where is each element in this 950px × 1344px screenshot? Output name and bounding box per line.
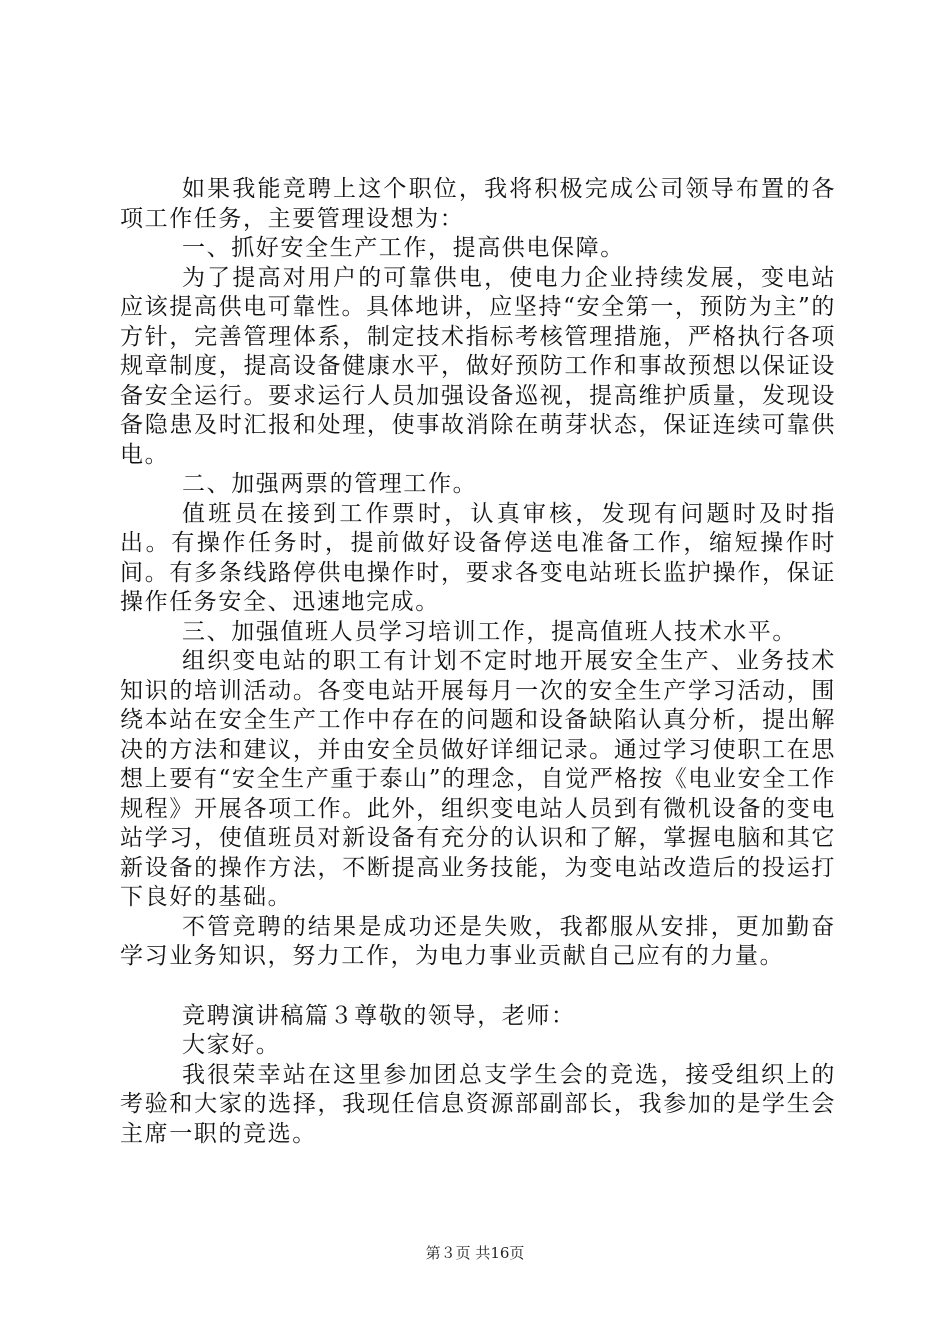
section-heading-3: 三、加强值班人员学习培训工作，提高值班人技术水平。: [182, 618, 797, 645]
paragraph-section-1: 为了提高对用户的可靠供电，使电力企业持续发展，变电站应该提高供电可靠性。具体地讲，应坚持“安全第一，预防为主”的方针，完善管理体系，制定技术指标考核管理措施，严格执行各项规章制度，提高设备健康水平，做好预防工作和事故预想以保证设备安全运行。要求运行人员加强设备巡视，提高维护质量，发现设备隐患及时汇报和处理，使事故消除在萌芽状态，保证连续可靠供电。: [120, 264, 836, 468]
paragraph-section-2: 值班员在接到工作票时，认真审核，发现有问题时及时指出。有操作任务时，提前做好设备停送电准备工作，缩短操作时间。有多条线路停供电操作时，要求各变电站班长监护操作，保证操作任务安全、迅速地完成。: [120, 500, 836, 615]
page-number-footer: 第３页 共16页: [425, 1244, 525, 1262]
paragraph-closing: 不管竞聘的结果是成功还是失败，我都服从安排，更加勤奋学习业务知识，努力工作，为电力事业贡献自己应有的力量。: [120, 913, 836, 969]
section-heading-1: 一、抓好安全生产工作，提高供电保障。: [182, 235, 625, 261]
speech-3-greeting: 大家好。: [182, 1032, 281, 1058]
speech-3-paragraph: 我很荣幸站在这里参加团总支学生会的竞选，接受组织上的考验和大家的选择，我现任信息资源部副部长，我参加的是学生会主席一职的竞选。: [120, 1061, 836, 1147]
paragraph-section-3: 组织变电站的职工有计划不定时地开展安全生产、业务技术知识的培训活动。各变电站开展每月一次的安全生产学习活动，围绕本站在安全生产工作中存在的问题和设备缺陷认真分析，提出解决的方法和建议，并由安全员做好详细记录。通过学习使职工在思想上要有“安全生产重于泰山”的理念，自觉严格按《电业安全工作规程》开展各项工作。此外，组织变电站人员到有微机设备的变电站学习，使值班员对新设备有充分的认识和了解，掌握电脑和其它新设备的操作方法，不断提高业务技能，为变电站改造后的投运打下良好的基础。: [120, 648, 836, 910]
document-body: [120, 175, 836, 1149]
speech-3-heading: 竞聘演讲稿篇３尊敬的领导，老师：: [182, 1002, 576, 1029]
paragraph-gap: [120, 972, 836, 1002]
section-heading-2: 二、加强两票的管理工作。: [182, 471, 478, 497]
paragraph-intro: 如果我能竞聘上这个职位，我将积极完成公司领导布置的各项工作任务，主要管理设想为：: [120, 176, 836, 232]
